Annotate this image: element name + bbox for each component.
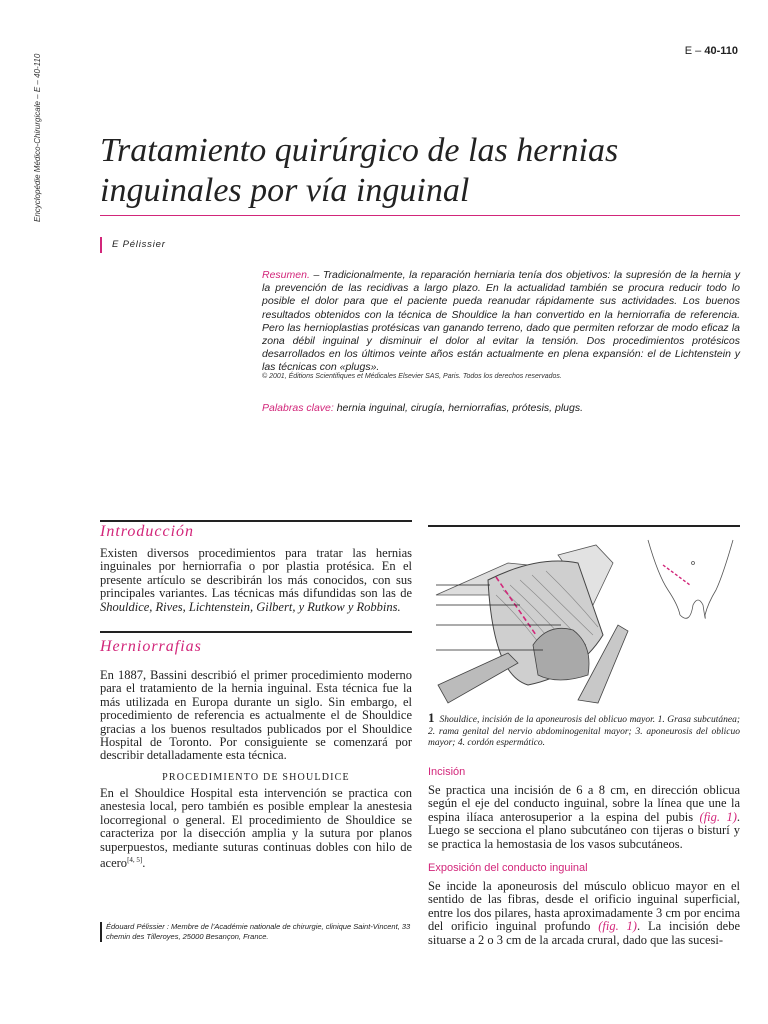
abstract-label: Resumen. bbox=[262, 269, 310, 281]
article-title: Tratamiento quirúrgico de las hernias inguinales por vía inguinal bbox=[100, 132, 619, 209]
figure-caption: 1 Shouldice, incisión de la aponeurosis del oblicuo mayor. 1. Grasa subcutánea; 2. rama genital del nervio abdominogenital mayor; 3. aponeurosis del oblicuo mayor; 4. cordón espermático. bbox=[428, 710, 741, 748]
figure-rule bbox=[428, 525, 740, 527]
intro-rule bbox=[100, 520, 412, 522]
abstract bbox=[262, 269, 740, 375]
footnote: Édouard Pélissier : Membre de l’Académie nationale de chirurgie, clinique Saint-Vincent, 33 chemin des Tilleroyes, 25000 Besançon, France. bbox=[106, 922, 411, 941]
incision-heading: Incisión bbox=[428, 766, 466, 778]
herniorrafias-heading: Herniorrafias bbox=[100, 638, 202, 655]
herniorrafias-rule bbox=[100, 631, 412, 633]
author-marker bbox=[100, 237, 102, 253]
herniorrafias-paragraph: En 1887, Bassini describió el primer procedimiento moderno para el tratamiento de la hernia inguinal. Esta técnica fue la más utilizada en Europa durante un siglo. Sin embargo, el procedimiento de referencia es actualmente el de Shouldice gracias a los buenos resultados publicados por el Shouldice Hospital de Toronto. Por consiguiente se comenzará por describir detalladamente esta técnica. bbox=[100, 668, 412, 763]
keywords bbox=[262, 402, 740, 414]
side-journal-label: Encyclopédie Médico-Chirurgicale – E – 40-110 bbox=[33, 53, 42, 222]
exposicion-paragraph: Se incide la aponeurosis del músculo oblicuo mayor en el sentido de las fibras, desde el orificio inguinal superficial, entre los dos pilares, hasta aproximadamente 3 cm por encima del orificio inguinal profundo (fig. 1). La incisión debe situarse a 2 o 3 cm de la arcada crural, dado que las sucesi- bbox=[428, 879, 740, 947]
copyright: © 2001, Éditions Scientifiques et Médicales Elsevier SAS, Paris. Todos los derechos reservados. bbox=[262, 373, 562, 380]
exposicion-heading: Exposición del conducto inguinal bbox=[428, 862, 588, 874]
abstract-text: – Tradicionalmente, la reparación herniaria tenía dos objetivos: la supresión de la hernia y la prevención de las recidivas a largo plazo. En la actualidad también se procura reducir todo lo posible el dolor para que el paciente pueda reanudar rápidamente sus actividades. Los buenos resultados obtenidos con la técnica de Shouldice la han convertido en la herniorrafia de referencia. Pero las hernioplastias protésicas van ganando terreno, dado que permiten reforzar de modo eficaz la zona débil inguinal y disminuir el dolor al evitar la tensión. Dos procedimientos protésicos desarrollados en los últimos veinte años están actualmente en plena expansión: el de Lichtenstein y las técnicas con «plugs». bbox=[262, 269, 740, 374]
intro-heading: Introducción bbox=[100, 523, 195, 540]
shouldice-paragraph: En el Shouldice Hospital esta intervención se practica con anestesia local, pero también es posible emplear la anestesia locorregional o general. El procedimiento de Shouldice se caracteriza por la disección amplia y la sutura por planos superpuestos, mediante suturas continuas dobles con hilo de acero[4, 5]. bbox=[100, 786, 412, 871]
keywords-label: Palabras clave: bbox=[262, 402, 334, 414]
footnote-marker bbox=[100, 922, 102, 942]
intro-paragraph: Existen diversos procedimientos para tratar las hernias inguinales por herniorrafia o por plastia protésica. En el presente artículo se describirán los más conocidos, con sus principales variantes. Las técnicas más difundidas son las de Shouldice, Rives, Lichtenstein, Gilbert, y Rutkow y Robbins. bbox=[100, 546, 412, 614]
title-rule bbox=[100, 215, 740, 216]
incision-paragraph: Se practica una incisión de 6 a 8 cm, en dirección oblicua según el eje del conducto inguinal, sobre la línea que une la espina ilíaca anterosuperior a la espina del pubis (fig. 1). Luego se secciona el plano subcutáneo con tijeras o bisturí y se practica la hemostasia de los vasos subcutáneos. bbox=[428, 783, 740, 851]
article-code: E – 40-110 bbox=[684, 45, 738, 57]
figure-number: 1 bbox=[428, 710, 435, 725]
shouldice-heading: PROCEDIMIENTO DE SHOULDICE bbox=[162, 772, 350, 783]
surgical-illustration bbox=[428, 535, 740, 705]
author: E Pélissier bbox=[112, 239, 166, 250]
figure-illustration bbox=[428, 535, 740, 705]
keywords-text: hernia inguinal, cirugía, herniorrafias, prótesis, plugs. bbox=[333, 402, 584, 414]
